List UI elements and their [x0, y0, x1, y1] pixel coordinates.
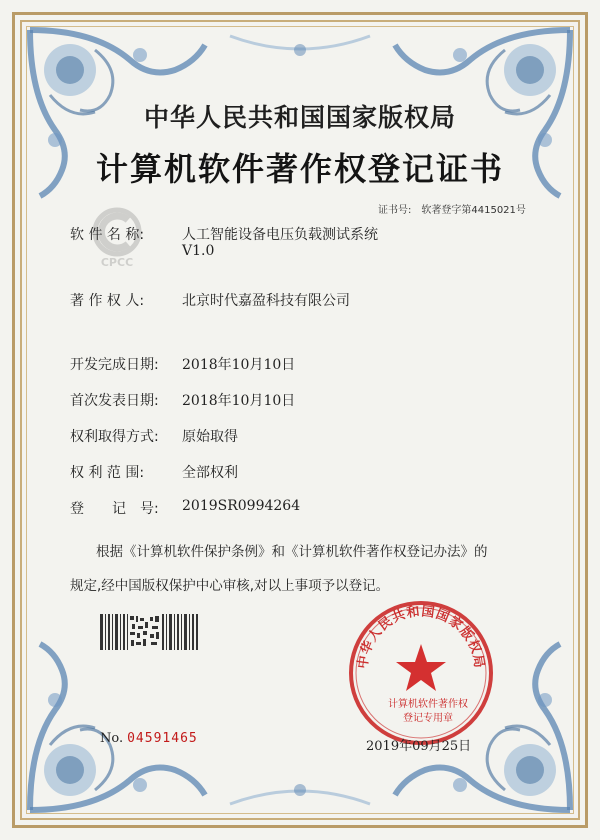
seal-inner-text: [378, 698, 478, 726]
serial-value: 04591465: [127, 731, 198, 746]
scope-value: 全部权利: [182, 465, 238, 481]
reg-no-value: 2019SR0994264: [182, 498, 301, 514]
field-owner: [70, 290, 350, 310]
software-version-value: V1.0: [182, 243, 215, 259]
software-name-label: 软 件 名 称:: [70, 227, 145, 243]
seal-inner-line-2: 登记专用章: [403, 713, 453, 724]
certificate-title: 计算机软件著作权登记证书: [95, 150, 504, 188]
issuing-authority: 中华人民共和国国家版权局: [143, 103, 456, 132]
statement-line-2: 规定,经中国版权保护中心审核,对以上事项予以登记。: [70, 578, 390, 594]
statement-line-1: 根据《计算机软件保护条例》和《计算机软件著作权登记办法》的: [96, 544, 488, 560]
acquire-label: 权利取得方式:: [70, 429, 159, 445]
issue-date: 2019年09月25日: [366, 739, 472, 754]
field-registration-number: [70, 498, 301, 518]
field-rights-scope: [70, 462, 238, 482]
barcode-graphic: [100, 614, 198, 650]
certificate-number-value: 软著登字第4415021号: [421, 205, 526, 216]
software-name-value: 人工智能设备电压负载测试系统: [182, 227, 378, 243]
field-pub-date: [70, 390, 296, 410]
certificate-number-label: 证书号:: [378, 205, 412, 216]
field-software-name: [70, 224, 378, 259]
seal-inner-line-1: 计算机软件著作权: [388, 699, 468, 710]
serial-label: No.: [100, 731, 124, 746]
pub-date-value: 2018年10月10日: [182, 393, 296, 409]
field-dev-date: [70, 354, 296, 374]
owner-label: 著 作 权 人:: [70, 293, 145, 309]
acquire-value: 原始取得: [182, 429, 238, 445]
scope-label: 权 利 范 围:: [70, 465, 145, 481]
dev-date-value: 2018年10月10日: [182, 357, 296, 373]
owner-value: 北京时代嘉盈科技有限公司: [182, 293, 350, 309]
certificate-number: [378, 201, 526, 216]
seal-star-icon: [396, 644, 446, 691]
cpcc-watermark-text: CPCC: [100, 256, 134, 268]
seal-outer-text: 中华人民共和国国家版权局: [355, 604, 487, 670]
reg-no-label: 登 记 号:: [70, 501, 159, 517]
pub-date-label: 首次发表日期:: [70, 393, 159, 409]
serial-number: [100, 731, 198, 746]
dev-date-label: 开发完成日期:: [70, 357, 159, 373]
field-acquire-method: [70, 426, 238, 446]
